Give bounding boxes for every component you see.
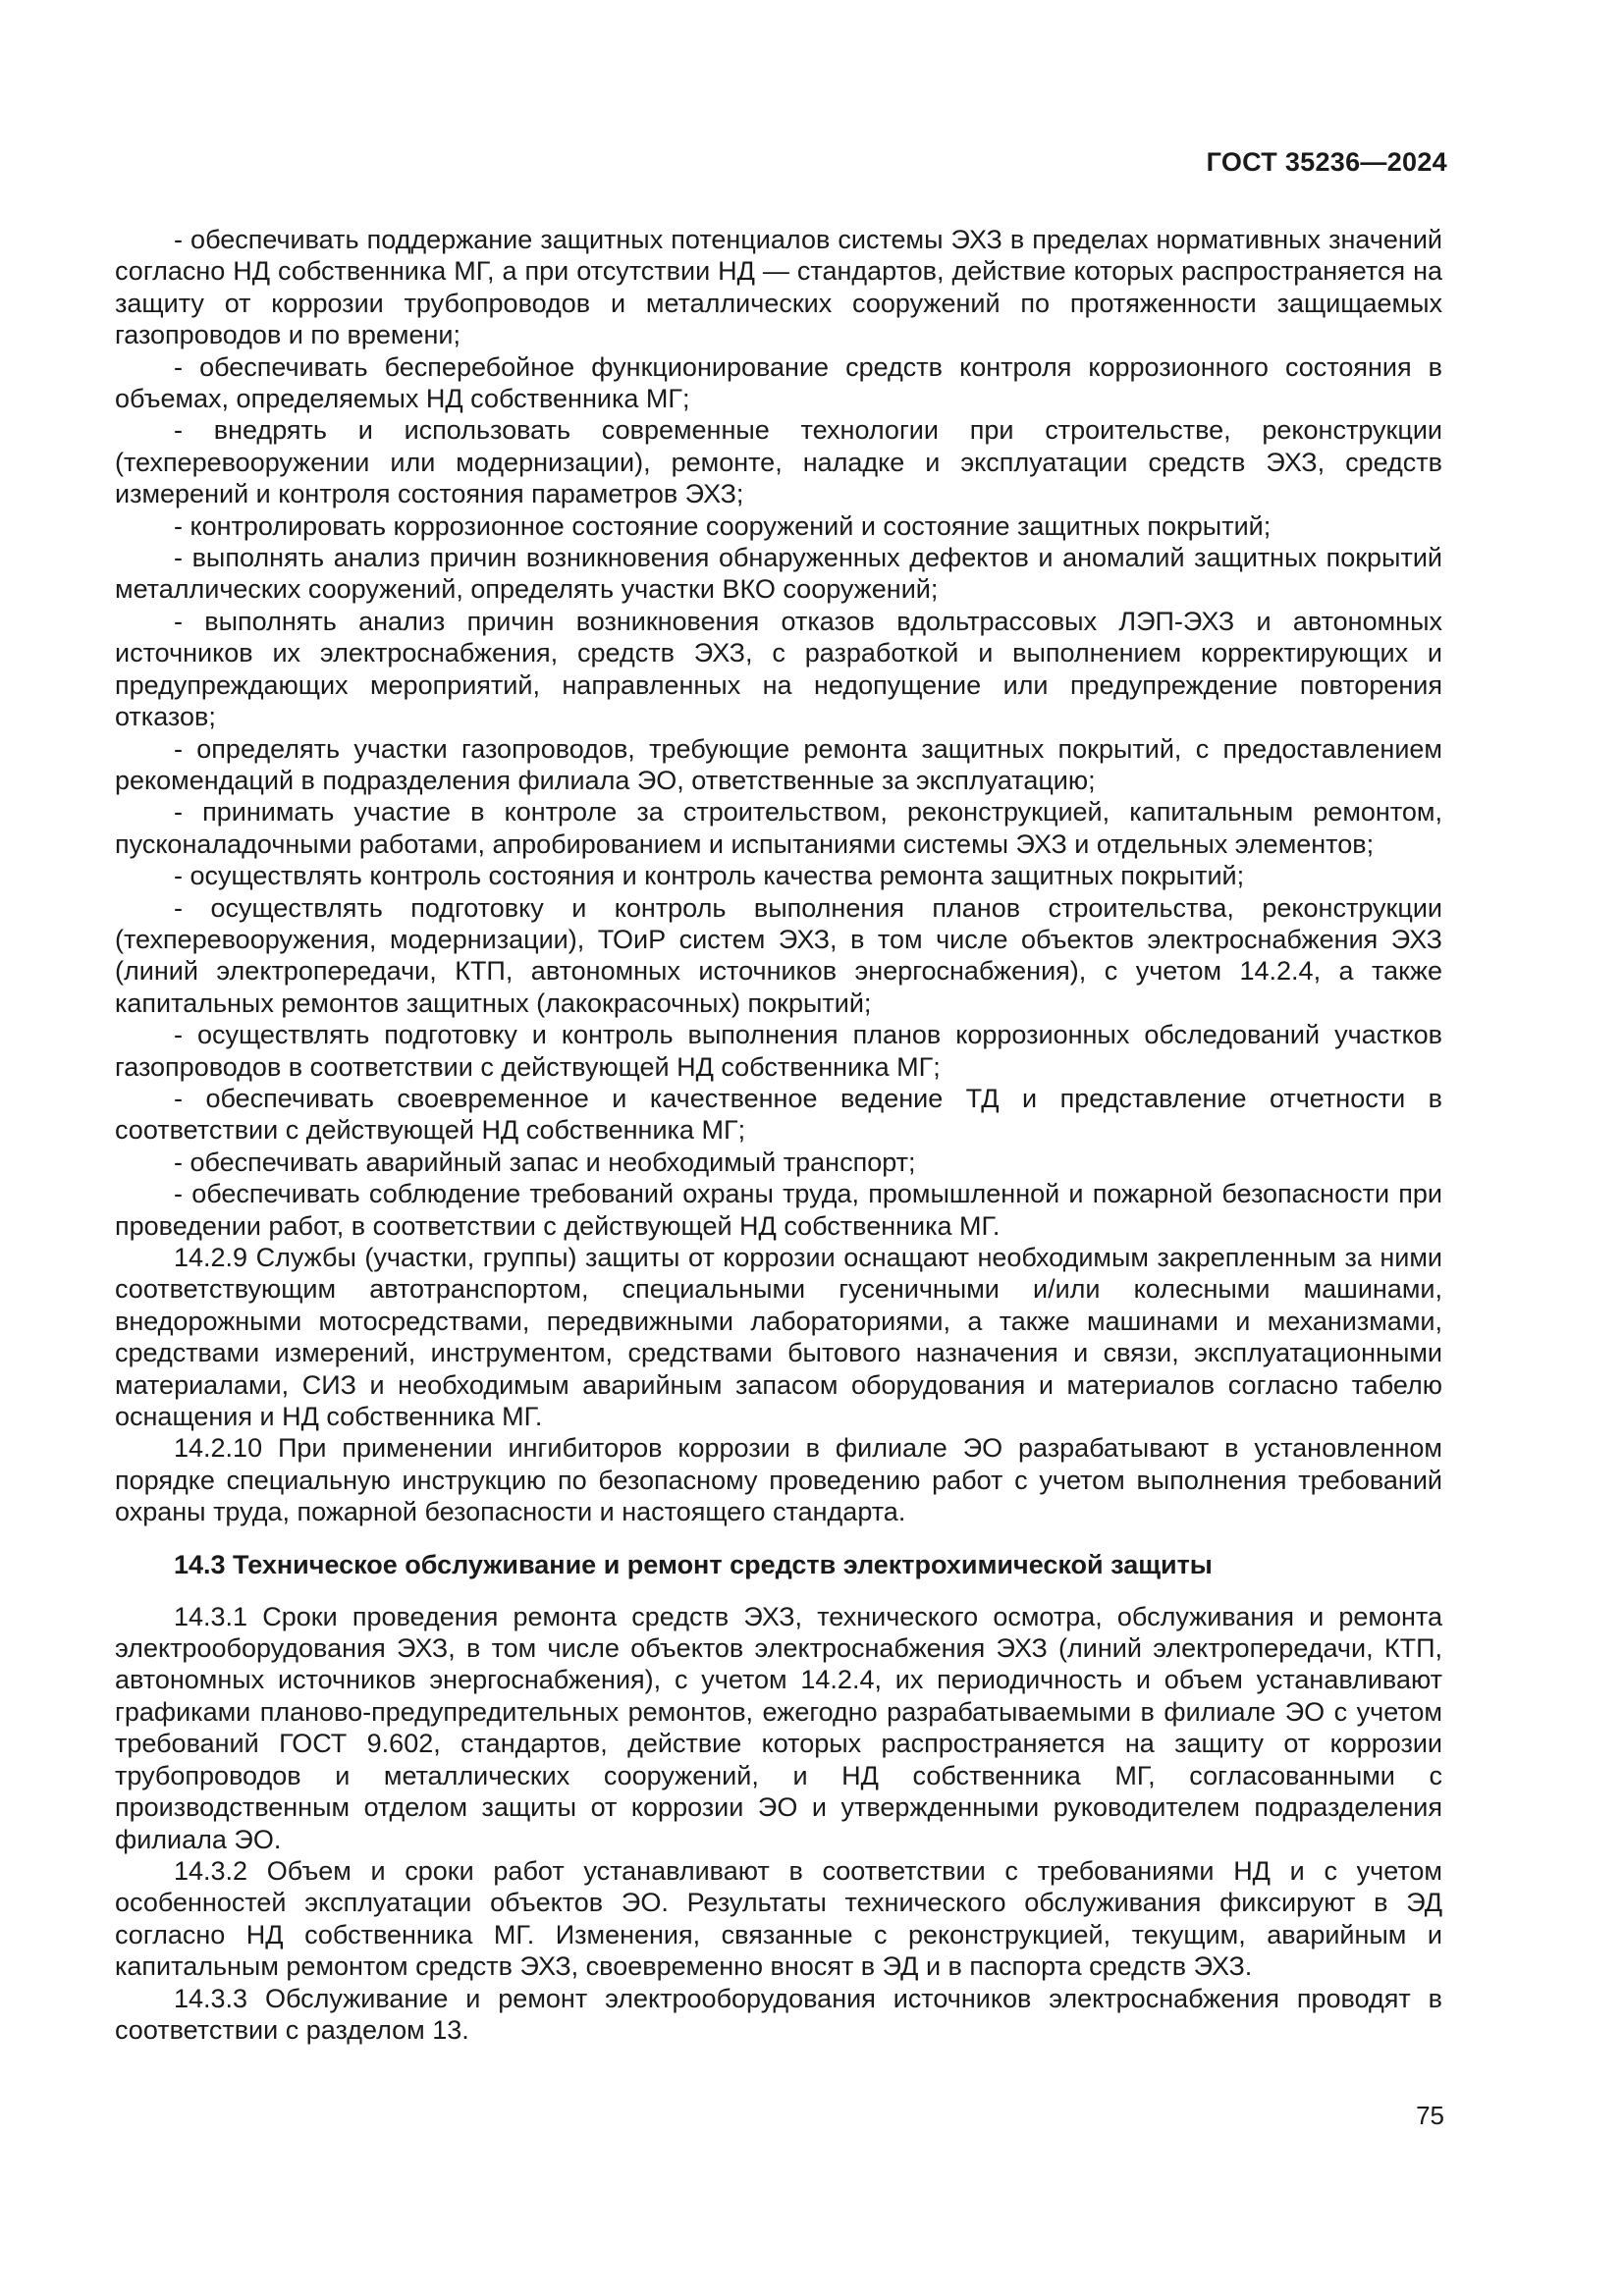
document-body (115, 224, 1442, 2046)
paragraph-item: - обеспечивать бесперебойное функционирование средств контроля коррозионного состояния в объемах, определяемых НД собственника МГ; (115, 351, 1442, 414)
paragraph-item: - обеспечивать своевременное и качественное ведение ТД и представление отчетности в соответствии с действующей НД собственника МГ; (115, 1083, 1442, 1146)
paragraph-item: - выполнять анализ причин возникновения обнаруженных дефектов и аномалий защитных покрытий металлических сооружений, определять участки ВКО сооружений; (115, 543, 1442, 605)
paragraph-item: - обеспечивать соблюдение требований охраны труда, промышленной и пожарной безопасности при проведении работ, в соответствии с действующей НД собственника МГ. (115, 1179, 1442, 1241)
paragraph-item: - внедрять и использовать современные технологии при строительстве, реконструкции (техперевооружении или модернизации), ремонте, наладке и эксплуатации средств ЭХЗ, средств измерений и контроля состояния параметров ЭХЗ; (115, 415, 1442, 509)
clause-14-3-1: 14.3.1 Сроки проведения ремонта средств ЭХЗ, технического осмотра, обслуживания и ремонта электрооборудования ЭХЗ, в том числе объектов электроснабжения ЭХЗ (линий электропередачи, КТП, автономных источников энергоснабжения), с учетом 14.2.4, их периодичность и объем устанавливают графиками планово-предупредительных ремонтов, ежегодно разрабатываемыми в филиале ЭО с учетом требований ГОСТ 9.602, стандартов, действие которых распространяется на защиту от коррозии трубопроводов и металлических сооружений, и НД собственника МГ, согласованными с производственным отделом защиты от коррозии ЭО и утвержденными руководителем подразделения филиала ЭО. (115, 1601, 1442, 1854)
paragraph-item: - обеспечивать поддержание защитных потенциалов системы ЭХЗ в пределах нормативных значений согласно НД собственника МГ, а при отсутствии НД — стандартов, действие которых распространяется на защиту от коррозии трубопроводов и металлических сооружений по протяженности защищаемых газопроводов и по времени; (115, 225, 1442, 350)
page-number: 75 (1416, 2101, 1444, 2130)
paragraph-item: - принимать участие в контроле за строительством, реконструкцией, капитальным ремонтом, пусконаладочными работами, апробированием и испытаниями системы ЭХЗ и отдельных элементов; (115, 797, 1442, 859)
paragraph-item: - осуществлять подготовку и контроль выполнения планов строительства, реконструкции (техперевооружения, модернизации), ТОиР систем ЭХЗ, в том числе объектов электроснабжения ЭХЗ (линий электропередачи, КТП, автономных источников энергоснабжения), с учетом 14.2.4, а также капитальных ремонтов защитных (лакокрасочных) покрытий; (115, 892, 1442, 1018)
paragraph-item: - осуществлять контроль состояния и контроль качества ремонта защитных покрытий; (174, 861, 1245, 891)
paragraph-item: - контролировать коррозионное состояние сооружений и состояние защитных покрытий; (174, 510, 1272, 541)
paragraph-item: - обеспечивать аварийный запас и необходимый транспорт; (174, 1147, 916, 1177)
clause-14-3-2: 14.3.2 Объем и сроки работ устанавливают в соответствии с требованиями НД и с учетом особенностей эксплуатации объектов ЭО. Результаты технического обслуживания фиксируют в ЭД согласно НД собственника МГ. Изменения, связанные с реконструкцией, текущим, аварийным и капитальным ремонтом средств ЭХЗ, своевременно вносят в ЭД и в паспорта средств ЭХЗ. (115, 1855, 1442, 1982)
standard-id-header: ГОСТ 35236—2024 (1206, 147, 1447, 177)
section-heading-14-3: 14.3 Техническое обслуживание и ремонт средств электрохимической защиты (174, 1549, 1213, 1579)
clause-14-2-10: 14.2.10 При применении ингибиторов коррозии в филиале ЭО разрабатывают в установленном порядке специальную инструкцию по безопасному проведению работ с учетом выполнения требований охраны труда, пожарной безопасности и настоящего стандарта. (115, 1433, 1442, 1527)
paragraph-item: - определять участки газопроводов, требующие ремонта защитных покрытий, с предоставлением рекомендаций в подразделения филиала ЭО, ответственные за эксплуатацию; (115, 733, 1442, 795)
paragraph-item: - осуществлять подготовку и контроль выполнения планов коррозионных обследований участков газопроводов в соответствии с действующей НД собственника МГ; (115, 1020, 1442, 1082)
clause-14-2-9: 14.2.9 Службы (участки, группы) защиты от коррозии оснащают необходимым закрепленным за ними соответствующим автотранспортом, специальными гусеничными и/или колесными машинами, внедорожными мотосредствами, передвижными лабораториями, а также машинами и механизмами, средствами измерений, инструментом, средствами бытового назначения и связи, эксплуатационными материалами, СИЗ и необходимым аварийным запасом оборудования и материалов согласно табелю оснащения и НД собственника МГ. (115, 1243, 1442, 1432)
clause-14-3-3: 14.3.3 Обслуживание и ремонт электрооборудования источников электроснабжения проводят в соответствии с разделом 13. (115, 1983, 1442, 2045)
paragraph-item: - выполнять анализ причин возникновения отказов вдольтрассовых ЛЭП-ЭХЗ и автономных источников их электроснабжения, средств ЭХЗ, с разработкой и выполнением корректирующих и предупреждающих мероприятий, направленных на недопущение или предупреждение повторения отказов; (115, 606, 1442, 732)
